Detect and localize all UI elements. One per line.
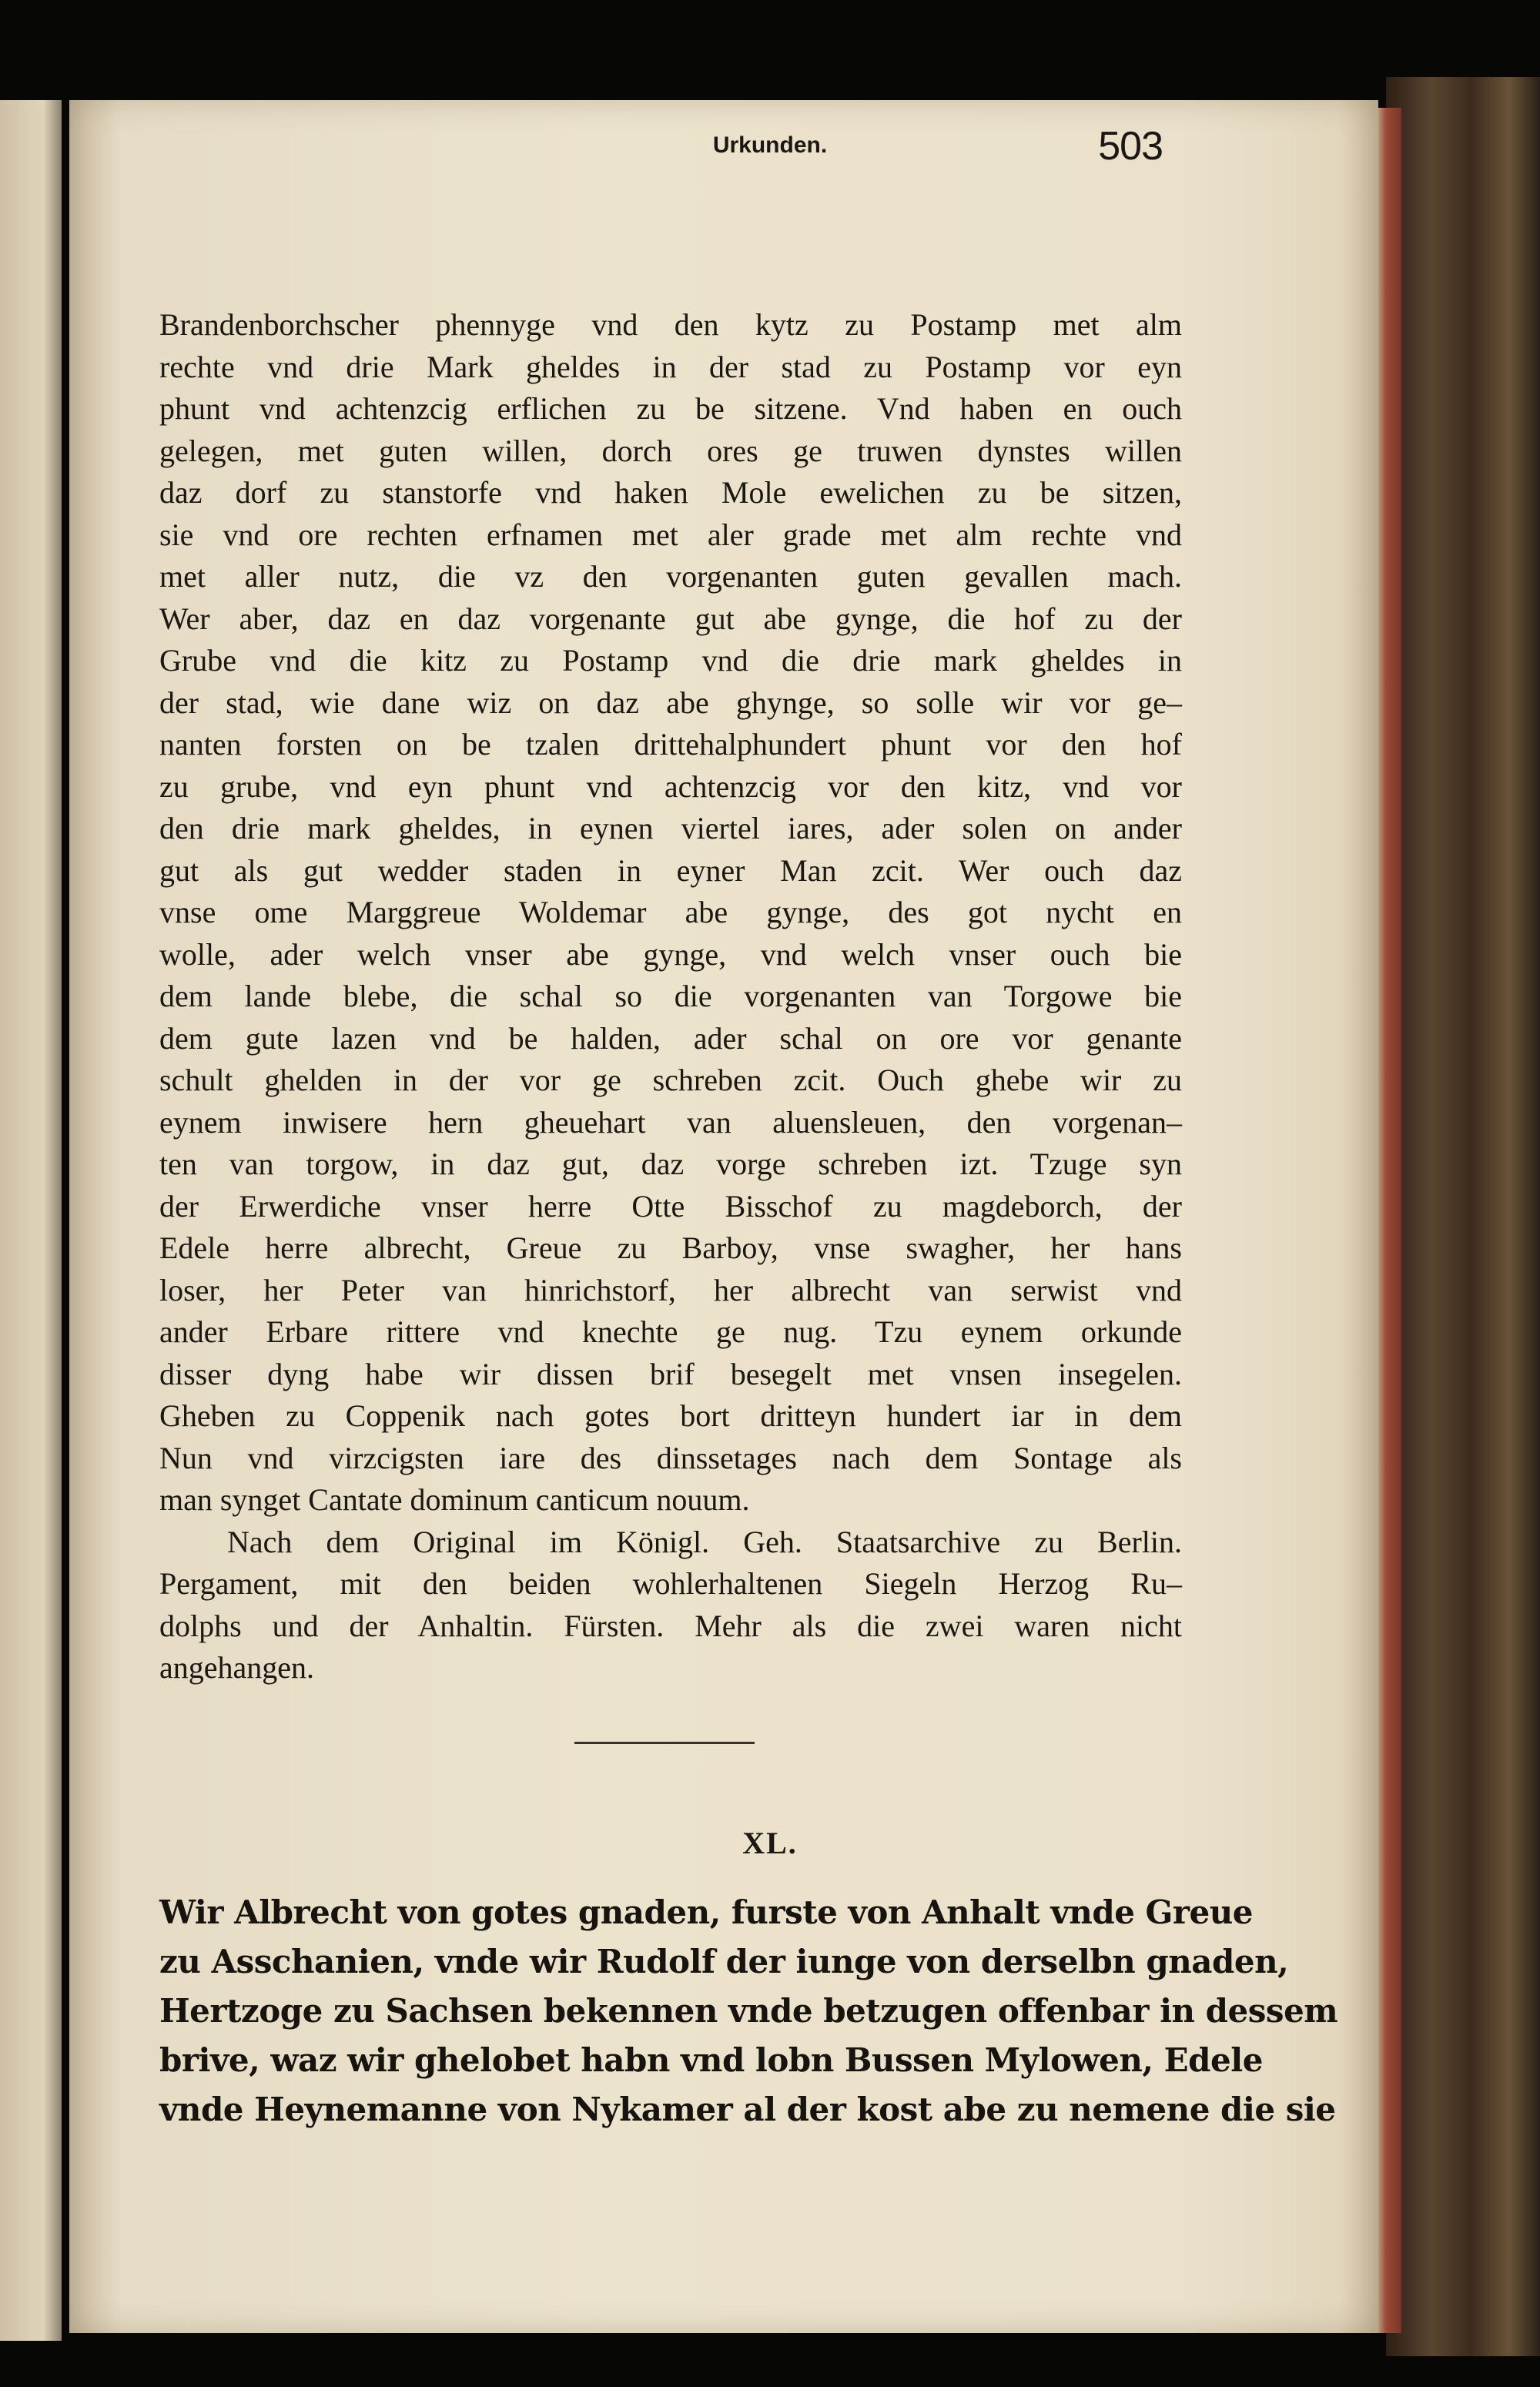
text-line: der stad, wie dane wiz on daz abe ghynge, so solle wir vor ge– bbox=[159, 685, 1182, 720]
text-line: met aller nutz, die vz den vorgenanten guten gevallen mach. bbox=[159, 559, 1182, 594]
text-line: schult ghelden in der vor ge schreben zcit. Ouch ghebe wir zu bbox=[159, 1063, 1182, 1097]
text-line: gut als gut wedder staden in eyner Man zcit. Wer ouch daz bbox=[159, 852, 1182, 888]
text-line: wolle, ader welch vnser abe gynge, vnd welch vnser ouch bie bbox=[159, 936, 1182, 972]
fraktur-charter-text bbox=[159, 1888, 1338, 2134]
text-line: phunt vnd achtenzcig erflichen zu be sitzene. Vnd haben en ouch bbox=[159, 391, 1182, 426]
text-line: dem lande blebe, die schal so die vorgenanten van Torgowe bie bbox=[159, 979, 1182, 1013]
text-line: Wer aber, daz en daz vorgenante gut abe gynge, die hof zu der bbox=[159, 601, 1182, 636]
section-divider bbox=[574, 1742, 755, 1744]
running-title: Urkunden. bbox=[712, 132, 828, 158]
note-line: dolphs und der Anhaltin. Fürsten. Mehr als die zwei waren nicht bbox=[159, 1608, 1182, 1643]
fraktur-line: brive, waz wir ghelobet habn vnd lobn Bussen Mylowen, Edele bbox=[159, 2041, 1263, 2079]
text-line: Brandenborchscher phennyge vnd den kytz zu Postamp met alm bbox=[159, 307, 1182, 342]
text-line: daz dorf zu stanstorfe vnd haken Mole ewelichen zu be sitzen, bbox=[159, 475, 1182, 510]
section-number: XL. bbox=[742, 1826, 798, 1860]
text-line: vnse ome Marggreue Woldemar abe gynge, des got nycht en bbox=[159, 895, 1182, 929]
text-line: zu grube, vnd eyn phunt vnd achtenzcig vor den kitz, vnd vor bbox=[159, 768, 1182, 804]
text-line: den drie mark gheldes, in eynen viertel iares, ader solen on ander bbox=[159, 811, 1182, 845]
text-line: man synget Cantate dominum canticum nouum. bbox=[159, 1482, 750, 1517]
text-line: sie vnd ore rechten erfnamen met aler grade met alm rechte vnd bbox=[159, 517, 1182, 552]
charter-text bbox=[159, 304, 1182, 1689]
fraktur-line: zu Asschanien, vnde wir Rudolf der iunge von derselbn gnaden, bbox=[159, 1943, 1289, 1980]
note-line: Nach dem Original im Königl. Geh. Staatsarchive zu Berlin. bbox=[227, 1524, 1182, 1559]
fraktur-line: Hertzoge zu Sachsen bekennen vnde betzugen offenbar in dessem bbox=[159, 1992, 1338, 2030]
previous-page-edge bbox=[0, 100, 62, 2341]
text-line: ten van torgow, in daz gut, daz vorge schreben izt. Tzuge syn bbox=[159, 1147, 1182, 1181]
text-line: rechte vnd drie Mark gheldes in der stad zu Postamp vor eyn bbox=[159, 349, 1182, 384]
text-line: eynem inwisere hern gheuehart van aluensleuen, den vorgenan– bbox=[159, 1104, 1182, 1140]
text-line: Gheben zu Coppenik nach gotes bort dritteyn hundert iar in dem bbox=[159, 1398, 1182, 1433]
text-line: Grube vnd die kitz zu Postamp vnd die drie mark gheldes in bbox=[159, 643, 1182, 678]
note-line: Pergament, mit den beiden wohlerhaltenen Siegeln Herzog Ru– bbox=[159, 1566, 1182, 1601]
text-line: ander Erbare rittere vnd knechte ge nug. Tzu eynem orkunde bbox=[159, 1314, 1182, 1349]
text-line: disser dyng habe wir dissen brif besegelt met vnsen insegelen. bbox=[159, 1356, 1182, 1391]
text-line: der Erwerdiche vnser herre Otte Bisschof zu magdeborch, der bbox=[159, 1188, 1182, 1224]
note-line: angehangen. bbox=[159, 1650, 315, 1685]
fraktur-line: vnde Heynemanne von Nykamer al der kost abe zu nemene die sie bbox=[159, 2091, 1336, 2128]
fraktur-line: Wir Albrecht von gotes gnaden, furste von Anhalt vnde Greue bbox=[159, 1893, 1254, 1931]
text-line: Nun vnd virzcigsten iare des dinssetages nach dem Sontage als bbox=[159, 1440, 1182, 1475]
source-note bbox=[159, 1522, 1182, 1689]
text-line: nanten forsten on be tzalen drittehalphundert phunt vor den hof bbox=[159, 727, 1182, 762]
text-line: gelegen, met guten willen, dorch ores ge truwen dynstes willen bbox=[159, 433, 1182, 468]
marbled-cover bbox=[1386, 77, 1540, 2356]
page-number: 503 bbox=[1098, 124, 1163, 169]
text-line: loser, her Peter van hinrichstorf, her albrecht van serwist vnd bbox=[159, 1272, 1182, 1307]
text-line: dem gute lazen vnd be halden, ader schal on ore vor genante bbox=[159, 1020, 1182, 1056]
text-line: Edele herre albrecht, Greue zu Barboy, vnse swagher, her hans bbox=[159, 1230, 1182, 1265]
